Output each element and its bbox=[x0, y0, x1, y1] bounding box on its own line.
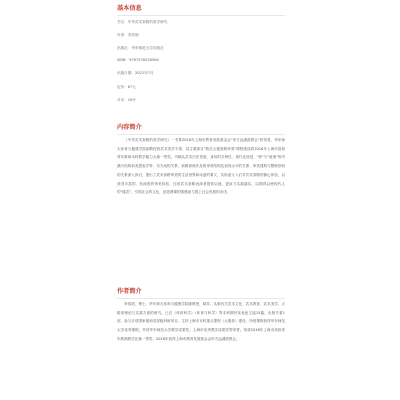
info-row-author bbox=[117, 33, 139, 38]
content-summary-heading: 内容简介 bbox=[117, 124, 142, 131]
info-label: 作者： bbox=[117, 33, 128, 37]
author-summary-heading: 作者简介 bbox=[117, 288, 142, 295]
info-label: 定价： bbox=[117, 85, 128, 89]
author-summary-text: 李浩明，博士，华东师大体育与健康学院副教授、硕导。从事有关武术文化、武术教育、武术美学、太极拳理论与实践方面的研究。已在《体育科学》《体育与科学》等本科期刊发表论文逾15篇，出版专著1部，参与多项国家级和省部级科研项目，主持上海市本科重点课程《太极拳》建设，所授课程获得华东师范大学优秀课程，并获华东师范大学教学成果奖、上海市优秀教学成果奖等荣誉。荣获2016年上海市高校青年教师教学比赛一等奖、2018年获得上海市教育发展基金会申方远湖派教会。 bbox=[117, 302, 285, 341]
info-value: 李浩明 bbox=[127, 33, 139, 37]
info-value: 中华武术套路的美学研究 bbox=[127, 20, 168, 24]
info-value: 16开 bbox=[127, 98, 136, 102]
basic-info-heading: 基本信息 bbox=[117, 5, 142, 12]
info-row-publish-date bbox=[117, 71, 154, 76]
content-summary-divider bbox=[117, 134, 285, 135]
content-summary-text: 《中华武术套路的美学研究》一书系2018年上海市教育发展基金会"申方远湖派教会"获得者，华东师大体育与健康学院副教授的武术美学专著，其主要探讨"我武太极套路审美"课程建设的2016年上海市高校青年教师本科教学能力大赛一等奖。书稿从武术历史发展、身体的多种性、现代化转进、"势"与"意境"的内涵与结构和美感表学等、功夫间的关系、套路演练作品的审美结构及表现水平的关系、审美建构与整理剖析的关系深入探讨，提出了武术套路审美的生活世界和诗意的要义，实际意义入们对武术套路的静心体验，以获得丰富的、有深度的审美体验，还形武术套路表演者提供启迪，更致力实践落实，以期得以使现代人的"健武"，引领社会的文化，创造网课的情感而与提上社会发展的步伐。 bbox=[117, 138, 285, 195]
info-value: 华东师范大学出版社 bbox=[131, 46, 164, 50]
info-label: 开本： bbox=[117, 98, 128, 102]
info-row-title bbox=[117, 20, 167, 25]
info-label: 书名： bbox=[117, 20, 128, 24]
basic-info-divider bbox=[117, 15, 285, 16]
info-row-format bbox=[117, 98, 136, 103]
info-label: 出版日期： bbox=[117, 71, 135, 75]
author-summary-divider bbox=[117, 298, 285, 299]
info-value: 6?元 bbox=[127, 85, 136, 89]
info-row-price bbox=[117, 85, 136, 90]
info-row-publisher bbox=[117, 46, 164, 51]
info-row-isbn bbox=[117, 58, 159, 63]
info-label: ISBN： bbox=[117, 58, 130, 62]
info-value: 9787576028564 bbox=[129, 58, 159, 62]
info-label: 出版社： bbox=[117, 46, 132, 50]
info-value: 2022年7月 bbox=[134, 71, 154, 75]
